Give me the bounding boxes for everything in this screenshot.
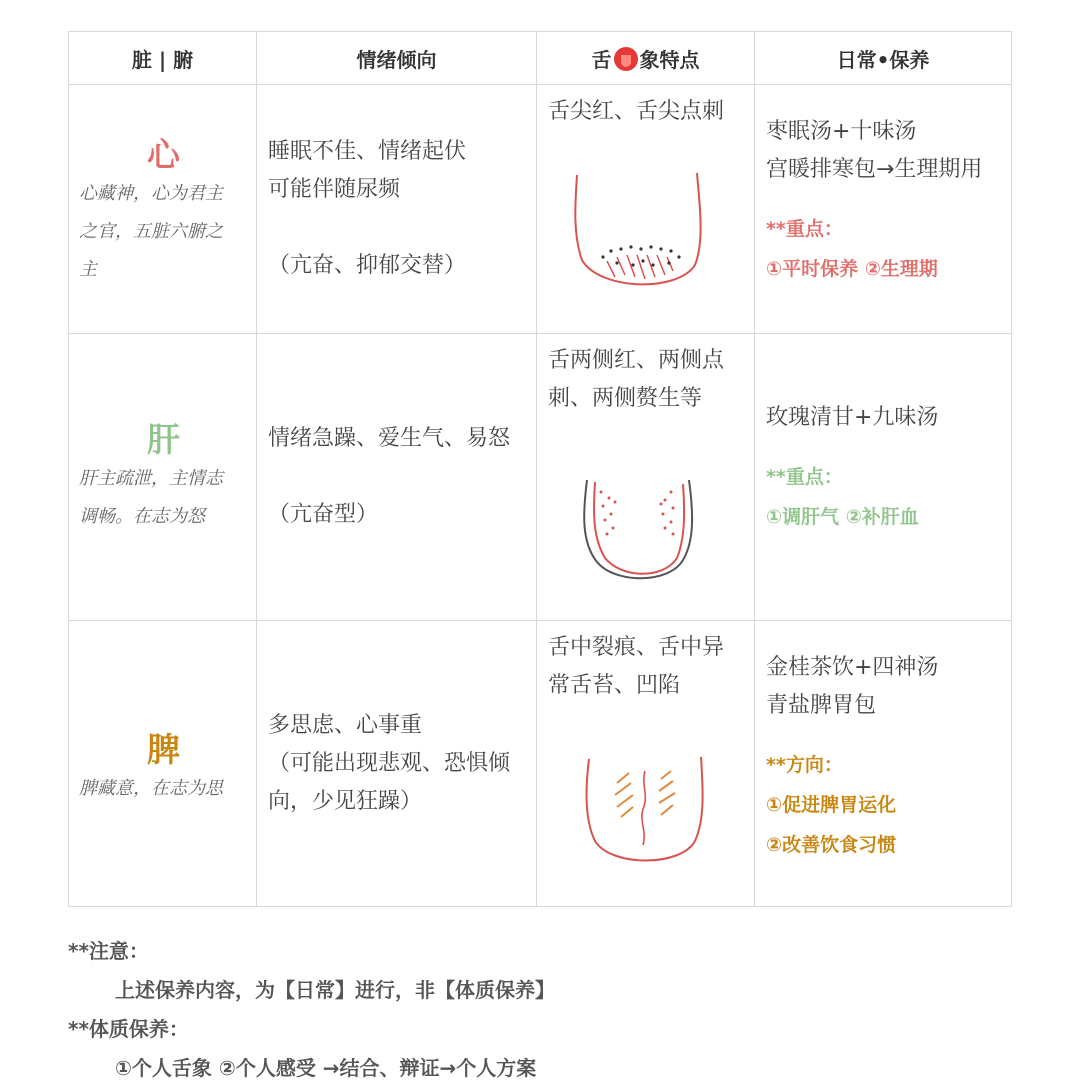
tongue-text: 舌尖红、舌尖点刺 <box>548 99 725 124</box>
tongue-text: 常舌苔、凹陷 <box>548 673 681 698</box>
emotion-cell <box>257 621 537 907</box>
desc-line: 之官，五脏六腑之 <box>79 221 223 242</box>
emotion-cell <box>257 85 537 334</box>
emotion-line: 可能伴随尿频 <box>268 177 401 202</box>
desc-line: 调畅。在志为怒 <box>79 506 205 527</box>
header-tongue-left: 舌 <box>591 47 612 72</box>
tongue-cell <box>537 621 755 907</box>
emotion-line: （亢奋、抑郁交替） <box>268 253 467 278</box>
organ-cell <box>69 85 257 334</box>
header-care: 日常•保养 <box>755 32 1012 85</box>
organ-care-table <box>68 31 1012 907</box>
care-line: 宫暖排寒包→生理期用 <box>766 157 983 182</box>
organ-desc <box>79 460 248 536</box>
key-item: ①平时保养 ②生理期 <box>766 258 938 280</box>
header-organ: 脏 | 腑 <box>69 32 257 85</box>
key-item: ①促进脾胃运化 <box>766 794 897 816</box>
desc-line: 肝主疏泄，主情志 <box>79 468 223 489</box>
tongue-sides-red-icon <box>537 472 755 592</box>
organ-name: 脾 <box>147 730 180 769</box>
emotion-line: 多思虑、心事重 <box>268 713 423 738</box>
desc-line: 脾藏意，在志为思 <box>79 778 223 799</box>
note-title: **注意： <box>68 939 149 963</box>
organ-cell <box>69 621 257 907</box>
care-cell <box>755 334 1012 621</box>
organ-desc <box>79 175 248 289</box>
emotion-line: （亢奋型） <box>268 502 379 527</box>
care-cell <box>755 85 1012 334</box>
tongue-text: 刺、两侧赘生等 <box>548 386 703 411</box>
header-tongue <box>537 32 755 85</box>
table-row <box>69 85 1012 334</box>
tongue-tip-red-icon <box>537 165 755 305</box>
table-row <box>69 334 1012 621</box>
notes-section <box>68 932 555 1088</box>
key-item: ②改善饮食习惯 <box>766 834 897 856</box>
care-line: 枣眠汤+十味汤 <box>766 119 917 144</box>
care-cell <box>755 621 1012 907</box>
desc-line: 心藏神，心为君主 <box>79 183 223 204</box>
note-text: ①个人舌象 ②个人感受 →结合、辩证→个人方案 <box>115 1056 537 1080</box>
care-line: 金桂茶饮+四神汤 <box>766 655 939 680</box>
table-row <box>69 621 1012 907</box>
table-header-row <box>69 32 1012 85</box>
organ-name: 肝 <box>147 420 180 459</box>
emotion-line: 向，少见狂躁） <box>268 789 423 814</box>
care-line: 玫瑰清甘+九味汤 <box>766 405 939 430</box>
header-emotion: 情绪倾向 <box>257 32 537 85</box>
key-title: **重点： <box>766 466 843 488</box>
emotion-cell <box>257 334 537 621</box>
header-tongue-right: 象特点 <box>639 47 700 72</box>
note-text: 上述保养内容，为【日常】进行，非【体质保养】 <box>115 978 555 1002</box>
tongue-text: 舌中裂痕、舌中异 <box>548 635 725 660</box>
emotion-line: 睡眠不佳、情绪起伏 <box>268 139 467 164</box>
tongue-cell <box>537 85 755 334</box>
organ-cell <box>69 334 257 621</box>
organ-desc <box>79 770 248 808</box>
key-title: **重点： <box>766 218 843 240</box>
tongue-cell <box>537 334 755 621</box>
desc-line: 主 <box>79 259 97 280</box>
note-title: **体质保养： <box>68 1017 189 1041</box>
organ-name: 心 <box>147 135 180 174</box>
emotion-line: 情绪急躁、爱生气、易怒 <box>268 426 511 451</box>
emotion-line: （可能出现悲观、恐惧倾 <box>268 751 511 776</box>
tongue-center-crack-icon <box>537 749 755 879</box>
key-item: ①调肝气 ②补肝血 <box>766 506 919 528</box>
tongue-text: 舌两侧红、两侧点 <box>548 348 725 373</box>
tongue-emoji-icon <box>614 47 638 71</box>
care-line: 青盐脾胃包 <box>766 693 877 718</box>
key-title: **方向： <box>766 754 843 776</box>
